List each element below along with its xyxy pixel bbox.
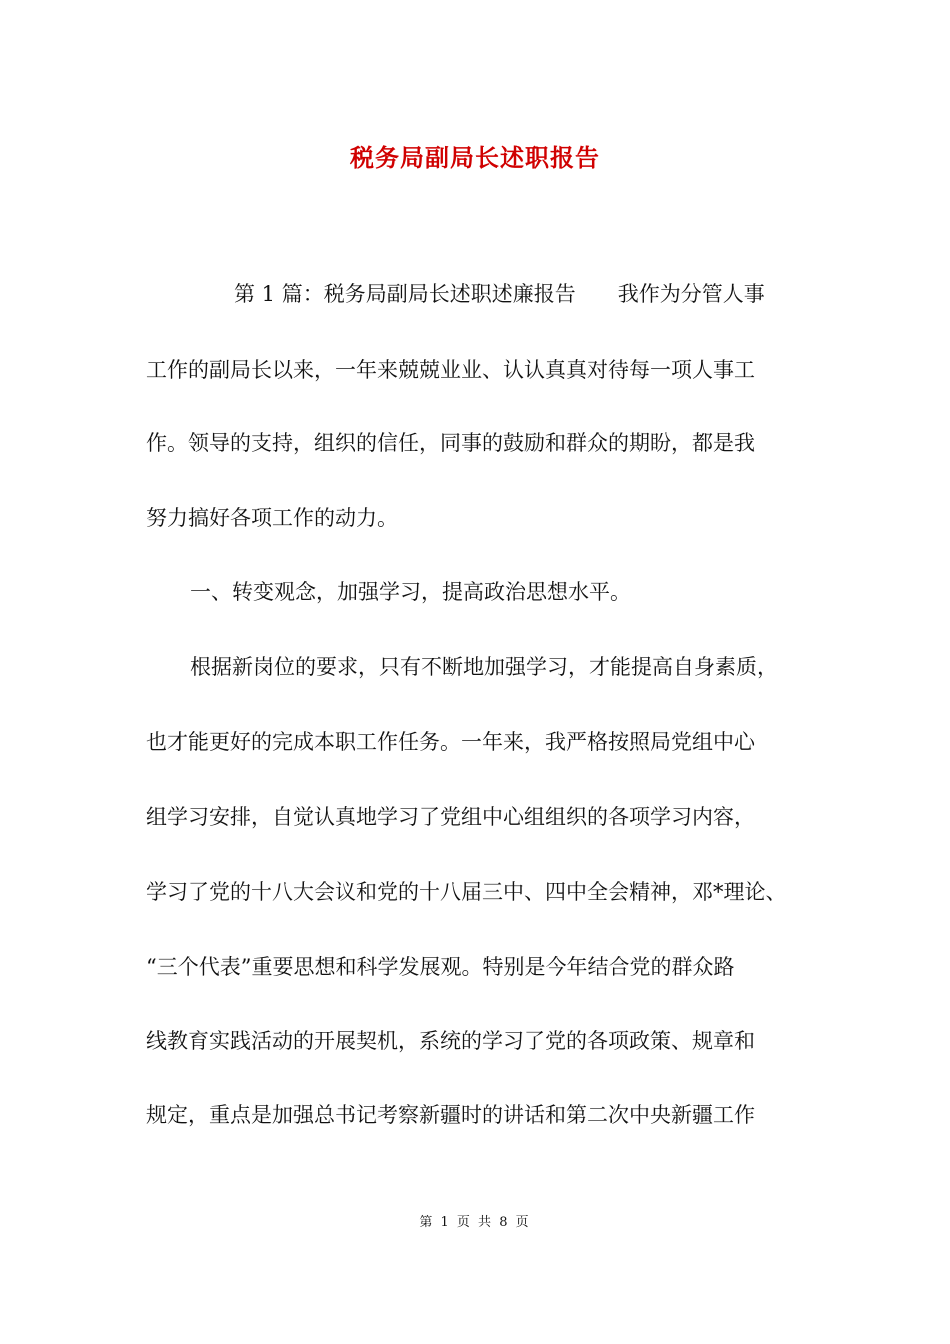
paragraph-line: 根据新岗位的要求，只有不断地加强学习，才能提高自身素质， bbox=[190, 655, 778, 679]
paragraph-line: 组学习安排，自觉认真地学习了党组中心组组织的各项学习内容， bbox=[146, 805, 755, 829]
paragraph-line: 学习了党的十八大会议和党的十八届三中、四中全会精神，邓*理论、 bbox=[146, 880, 787, 904]
page-title: 税务局副局长述职报告 bbox=[350, 143, 600, 172]
paragraph-line: 第 1 篇：税务局副局长述职述廉报告 我作为分管人事 bbox=[234, 282, 765, 306]
page-number-footer: 第 1 页 共 8 页 bbox=[419, 1215, 531, 1230]
paragraph-line: “三个代表”重要思想和科学发展观。特别是今年结合党的群众路 bbox=[146, 955, 735, 979]
paragraph-line: 规定，重点是加强总书记考察新疆时的讲话和第二次中央新疆工作 bbox=[146, 1103, 755, 1127]
paragraph-line: 努力搞好各项工作的动力。 bbox=[146, 506, 398, 530]
paragraph-line: 线教育实践活动的开展契机，系统的学习了党的各项政策、规章和 bbox=[146, 1029, 755, 1053]
paragraph-line: 工作的副局长以来，一年来兢兢业业、认认真真对待每一项人事工 bbox=[146, 358, 755, 382]
section-heading: 一、转变观念，加强学习，提高政治思想水平。 bbox=[190, 580, 631, 604]
paragraph-line: 作。领导的支持，组织的信任，同事的鼓励和群众的期盼，都是我 bbox=[146, 431, 755, 455]
paragraph-line: 也才能更好的完成本职工作任务。一年来，我严格按照局党组中心 bbox=[146, 730, 755, 754]
